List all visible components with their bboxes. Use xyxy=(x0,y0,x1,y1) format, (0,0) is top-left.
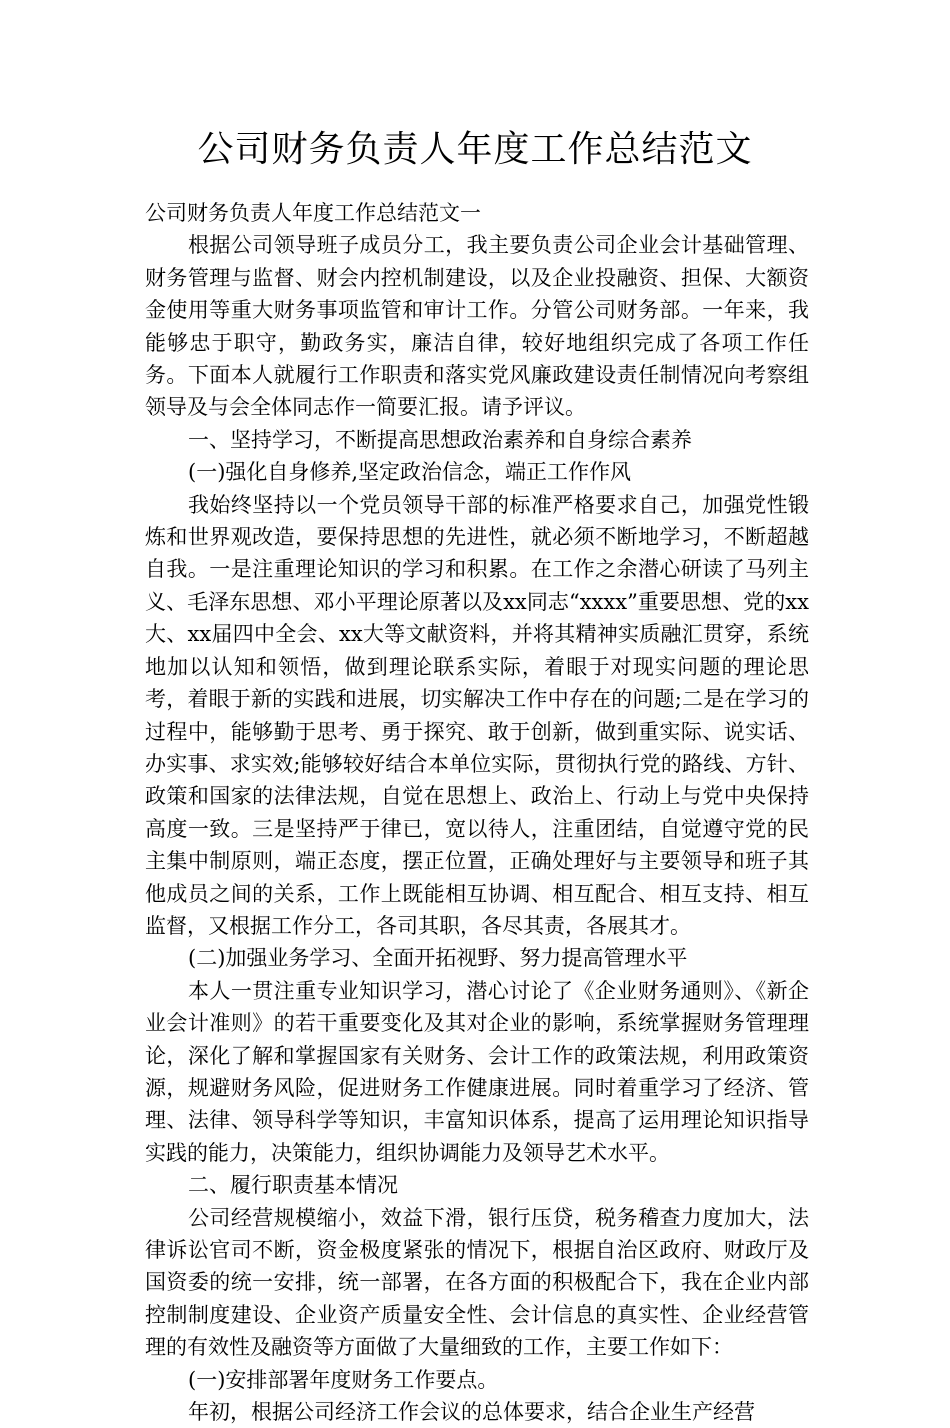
paragraph: 公司经营规模缩小，效益下滑，银行压贷，税务稽查力度加大，法律诉讼官司不断，资金极度紧张的情况下，根据自治区政府、财政厅及国资委的统一安排，统一部署，在各方面的积极配合下，我在企业内部控制制度建设、企业资产质量安全性、会计信息的真实性、企业经营管理的有效性及融资等方面做了大量细致的工作，主要工作如下： xyxy=(145,1205,809,1360)
paragraph: (一)安排部署年度财务工作要点。 xyxy=(188,1367,499,1392)
document-body xyxy=(145,197,809,1428)
paragraph: 一、坚持学习，不断提高思想政治素养和自身综合素养 xyxy=(188,427,692,452)
document-title: 公司财务负责人年度工作总结范文 xyxy=(197,129,753,170)
paragraph: 年初，根据公司经济工作会议的总体要求，结合企业生产经营 xyxy=(188,1400,755,1425)
paragraph: 根据公司领导班子成员分工，我主要负责公司企业会计基础管理、财务管理与监督、财会内控机制建设，以及企业投融资、担保、大额资金使用等重大财务事项监管和审计工作。分管公司财务部。一年来，我能够忠于职守，勤政务实，廉洁自律，较好地组织完成了各项工作任务。下面本人就履行工作职责和落实党风廉政建设责任制情况向考察组领导及与会全体同志作一简要汇报。请予评议。 xyxy=(145,233,809,420)
paragraph: (二)加强业务学习、全面开拓视野、努力提高管理水平 xyxy=(188,946,688,971)
paragraph: (一)强化自身修养,坚定政治信念，端正工作作风 xyxy=(188,460,632,485)
paragraph: 我始终坚持以一个党员领导干部的标准严格要求自己，加强党性锻炼和世界观改造，要保持思想的先进性，就必须不断地学习，不断超越自我。一是注重理论知识的学习和积累。在工作之余潜心研读了马列主义、毛泽东思想、邓小平理论原著以及xx同志“xxxx”重要思想、党的xx大、xx届四中全会、xx大等文献资料，并将其精神实质融汇贯穿，系统地加以认知和领悟，做到理论联系实际，着眼于对现实问题的理论思考，着眼于新的实践和进展，切实解决工作中存在的问题;二是在学习的过程中，能够勤于思考、勇于探究、敢于创新，做到重实际、说实话、办实事、求实效;能够较好结合本单位实际，贯彻执行党的路线、方针、政策和国家的法律法规，自觉在思想上、政治上、行动上与党中央保持高度一致。三是坚持严于律已，宽以待人，注重团结，自觉遵守党的民主集中制原则，端正态度，摆正位置，正确处理好与主要领导和班子其他成员之间的关系，工作上既能相互协调、相互配合、相互支持、相互监督，又根据工作分工，各司其职，各尽其责，各展其才。 xyxy=(145,492,809,938)
paragraph: 本人一贯注重专业知识学习，潜心讨论了《企业财务通则》、《新企业会计准则》的若干重要变化及其对企业的影响，系统掌握财务管理理论，深化了解和掌握国家有关财务、会计工作的政策法规，利用政策资源，规避财务风险，促进财务工作健康进展。同时着重学习了经济、管理、法律、领导科学等知识，丰富知识体系，提高了运用理论知识指导实践的能力，决策能力，组织协调能力及领导艺术水平。 xyxy=(145,978,809,1165)
paragraph: 公司财务负责人年度工作总结范文一 xyxy=(145,201,481,225)
paragraph: 二、履行职责基本情况 xyxy=(188,1173,398,1198)
